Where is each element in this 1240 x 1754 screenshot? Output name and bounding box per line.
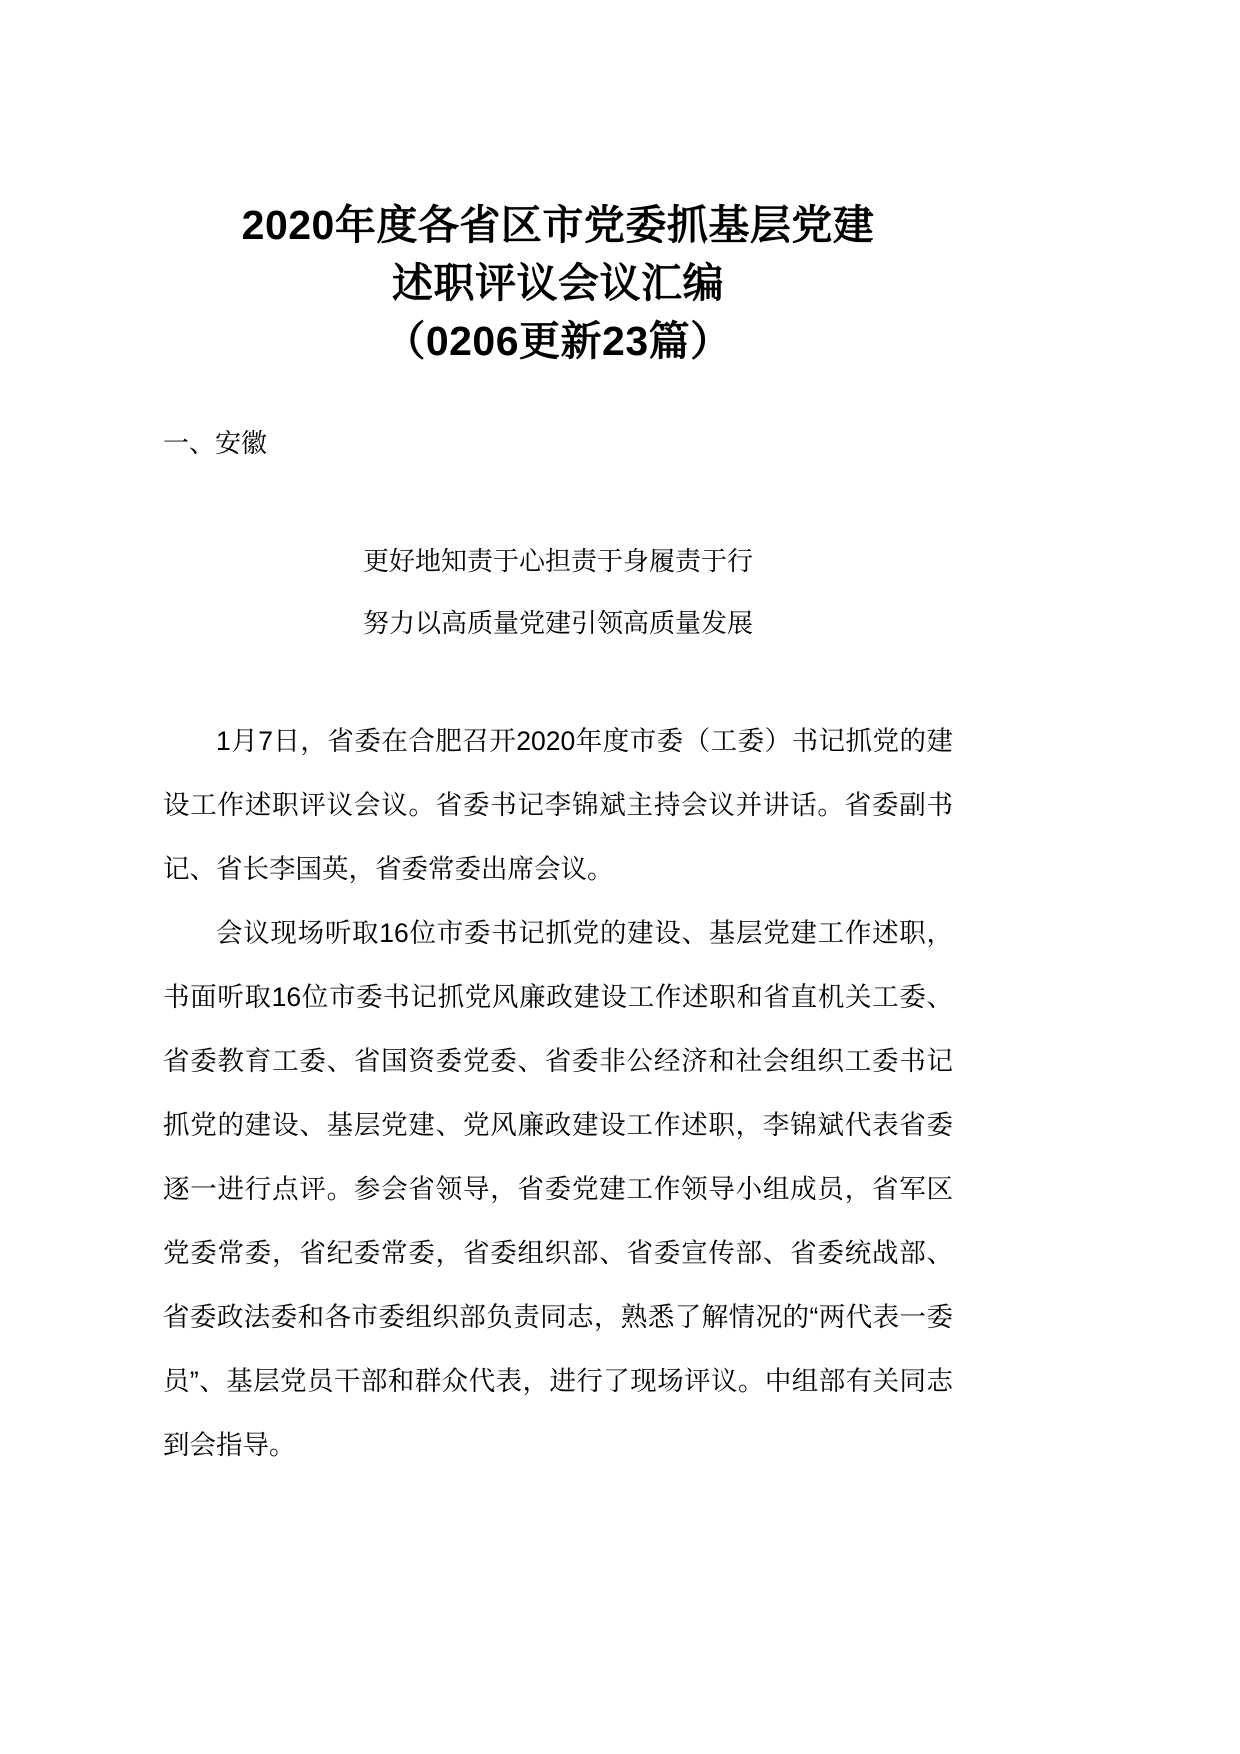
title-line-2: 述职评议会议汇编 xyxy=(392,260,724,306)
title-line-1: 2020年度各省区市党委抓基层党建 xyxy=(241,202,875,248)
document-content xyxy=(163,0,953,1477)
body-paragraph: 会议现场听取16位市委书记抓党的建设、基层党建工作述职，书面听取16位市委书记抓党风廉政建设工作述职和省直机关工委、省委教育工委、省国资委党委、省委非公经济和社会组织工委书记抓党的建设、基层党建、党风廉政建设工作述职，李锦斌代表省委逐一进行点评。参会省领导，省委党建工作领导小组成员，省军区党委常委，省纪委常委，省委组织部、省委宣传部、省委统战部、省委政法委和各市委组织部负责同志，熟悉了解情况的“两代表一委员”、基层党员干部和群众代表，进行了现场评议。中组部有关同志到会指导。 xyxy=(163,918,953,1460)
title-line-3: （0206更新23篇） xyxy=(384,318,732,364)
subtitle-block xyxy=(163,463,953,651)
body-paragraph: 1月7日，省委在合肥召开2020年度市委（工委）书记抓党的建设工作述职评议会议。省委书记李锦斌主持会议并讲话。省委副书记、省长李国英，省委常委出席会议。 xyxy=(163,726,953,884)
page-title xyxy=(163,0,953,370)
section-heading-anhui: 一、安徽 xyxy=(163,428,268,458)
subtitle-line-2: 努力以高质量党建引领高质量发展 xyxy=(362,608,753,638)
body-block xyxy=(163,651,953,1477)
subtitle-line-1: 更好地知责于心担责于身履责于行 xyxy=(362,546,753,576)
